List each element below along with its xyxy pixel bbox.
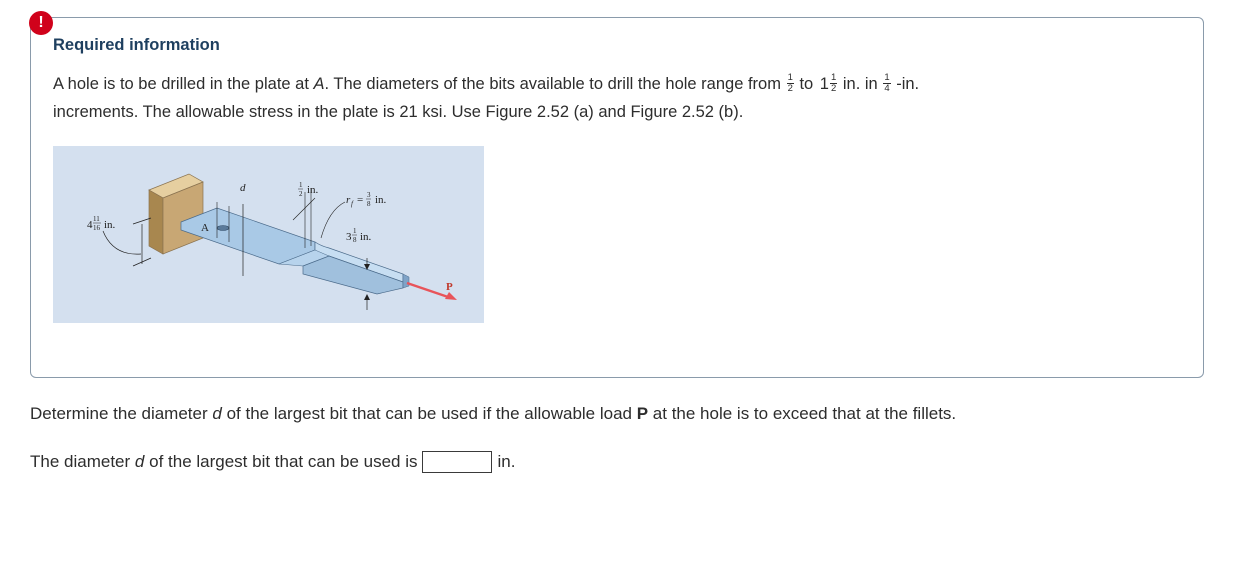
info-text-part: A hole is to be drilled in the plate at [53,75,314,93]
question-text [30,404,956,424]
width-leader [103,231,141,254]
answer-prompt-part: of the largest bit that can be used is [149,452,418,471]
plate-figure-svg [53,146,484,323]
info-text-part: in. in [838,75,883,93]
fraction-numerator: 1 [830,72,837,84]
plate-wide-section [181,208,315,264]
rf-unit: in. [375,194,387,206]
info-text-part: to [794,75,818,93]
answer-unit: in. [497,452,516,471]
thick-unit: in. [307,184,319,196]
info-paragraph [53,70,1143,126]
support-block-side [149,190,163,254]
width-den: 16 [93,224,100,232]
info-line-2: increments. The allowable stress in the plate is 21 ksi. Use Figure 2.52 (a) and Figure 2.52 (b). [53,103,744,121]
fraction-numerator: 1 [884,72,890,84]
narrow-arrowhead [364,294,370,300]
fraction-half [787,73,794,94]
answer-d: d [134,452,145,471]
question-part: at the hole is to exceed that at the fillets. [648,404,957,423]
d-label: d [240,182,246,194]
info-text-part: -in. [891,75,920,93]
load-p-label: P [446,281,453,293]
thickness-leader [293,198,315,220]
rf-sub: f [351,200,353,208]
load-arrow-shaft [407,283,451,298]
diameter-answer-input[interactable] [422,451,492,473]
question-part: of the largest bit that can be used if the allowable load [221,404,637,423]
point-a-label: A [313,75,325,93]
thick-den: 2 [299,190,303,198]
fillet-leader [321,202,345,238]
fraction-numerator: 1 [787,72,793,84]
hole-a [217,226,229,231]
width-unit: in. [104,219,116,231]
width-whole: 4 [87,219,93,231]
rf-eq: = [357,194,364,206]
thick-num: 1 [299,181,303,189]
fraction-denominator: 2 [830,83,837,95]
plate-end-face [403,274,409,288]
width-num: 11 [93,215,100,223]
alert-symbol: ! [38,14,44,31]
fraction-half-2 [830,73,837,94]
point-a-figure-label: A [201,222,209,234]
question-d: d [212,404,222,423]
info-text-part: . The diameters of the bits available to drill the hole range from [324,75,786,93]
narrow-num: 1 [353,227,357,235]
alert-icon [29,11,53,35]
info-title: Required information [53,36,220,54]
mixed-number-whole: 1 [819,75,829,93]
fraction-denominator: 4 [884,83,890,95]
rf-num: 3 [367,191,371,199]
fraction-denominator: 2 [787,83,793,95]
width-dim-line [133,218,151,224]
answer-row [30,451,515,473]
narrow-unit: in. [360,231,372,243]
rf-den: 8 [367,200,371,208]
load-arrow-head [445,292,457,300]
narrow-den: 8 [353,236,357,244]
rf-symbol: r [346,194,351,206]
fraction-quarter [883,73,890,94]
question-p: P [636,404,649,423]
question-part: Determine the diameter [30,404,213,423]
narrow-whole: 3 [346,231,352,243]
plate-figure [53,146,484,323]
answer-prompt-part: The diameter [30,452,131,471]
